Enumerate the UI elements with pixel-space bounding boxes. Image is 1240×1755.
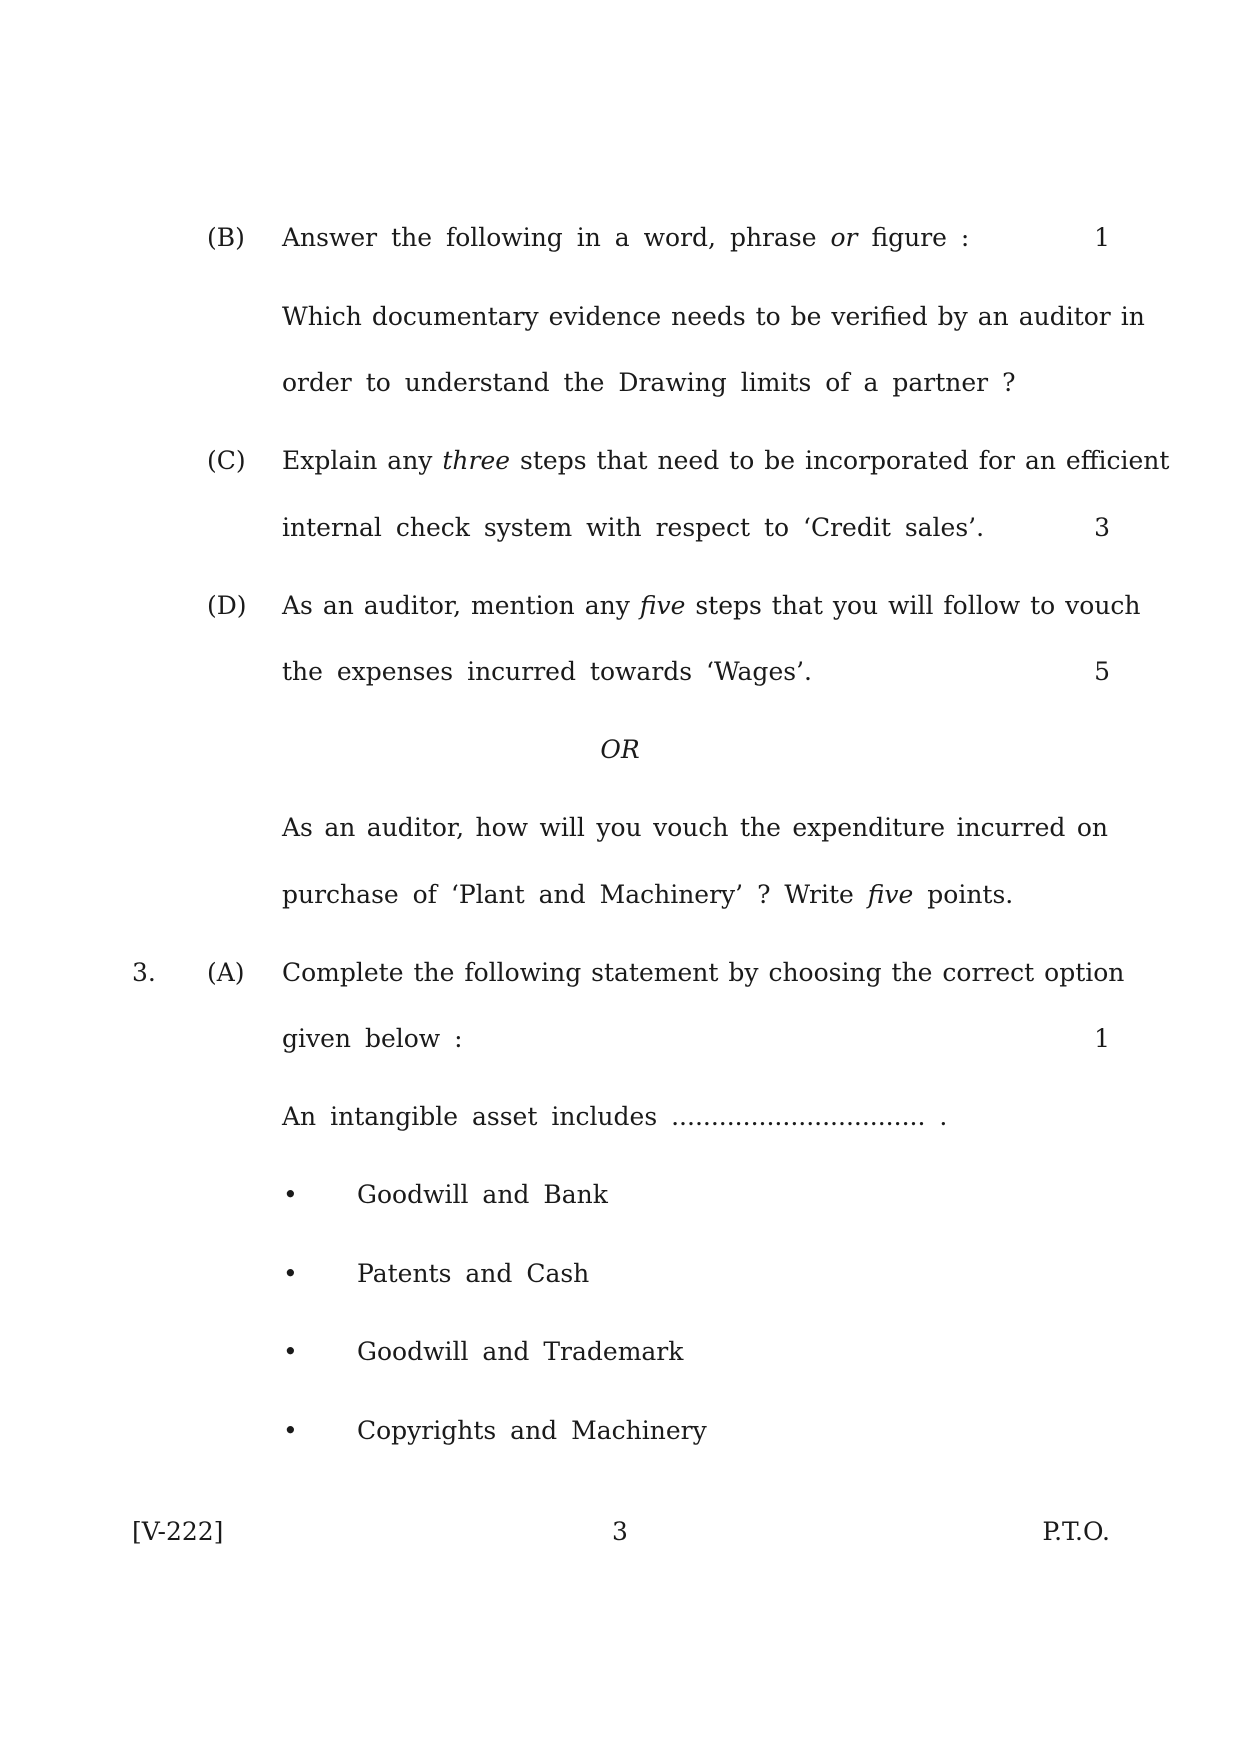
- q3-statement-row: [0, 1097, 1240, 1137]
- part-d-alt-question-line-1: As an auditor, how will you vouch the expenditure incurred on: [282, 813, 1108, 842]
- option-text: Goodwill and Trademark: [357, 1337, 684, 1366]
- q3-question-line-2: given below :: [282, 1024, 463, 1053]
- option-item: [0, 1175, 1240, 1215]
- or-divider: OR: [600, 735, 640, 764]
- part-d-label: (D): [207, 591, 247, 620]
- bullet-icon: •: [283, 1337, 298, 1366]
- option-item: [0, 1411, 1240, 1451]
- bullet-icon: •: [283, 1416, 298, 1445]
- option-item: [0, 1254, 1240, 1294]
- part-b-instruction: Answer the following in a word, phrase or figure :: [282, 223, 970, 252]
- bullet-icon: •: [283, 1259, 298, 1288]
- part-d-marks: 5: [1094, 657, 1110, 686]
- part-b-row-3: [0, 363, 1240, 403]
- part-b-label: (B): [207, 223, 245, 252]
- part-d-row-2: [0, 652, 1240, 692]
- part-c-row-2: [0, 508, 1240, 548]
- part-d-alt-row-2: [0, 875, 1240, 915]
- q3-marks: 1: [1094, 1024, 1110, 1053]
- q3-row-1: [0, 953, 1240, 993]
- page-number: 3: [612, 1517, 628, 1546]
- paper-code: [V-222]: [132, 1517, 224, 1546]
- part-c-row-1: [0, 441, 1240, 481]
- option-text: Patents and Cash: [357, 1259, 590, 1288]
- part-c-marks: 3: [1094, 513, 1110, 542]
- part-c-question-line-1: Explain any three steps that need to be incorporated for an efficient: [282, 446, 1170, 475]
- option-item: [0, 1332, 1240, 1372]
- pto-label: P.T.O.: [1042, 1517, 1110, 1546]
- part-d-question-line-2: the expenses incurred towards ‘Wages’.: [282, 657, 812, 686]
- option-text: Goodwill and Bank: [357, 1180, 608, 1209]
- part-b-row-2: [0, 297, 1240, 337]
- q3-number: 3.: [132, 958, 156, 987]
- page-footer: [0, 1512, 1240, 1552]
- part-d-question-line-1: As an auditor, mention any five steps that you will follow to vouch: [282, 591, 1141, 620]
- part-c-label: (C): [207, 446, 246, 475]
- q3-question-line-1: Complete the following statement by choosing the correct option: [282, 958, 1125, 987]
- part-b-question-line-2: order to understand the Drawing limits of a partner ?: [282, 368, 1016, 397]
- part-c-question-line-2: internal check system with respect to ‘Credit sales’.: [282, 513, 985, 542]
- or-divider-row: [0, 730, 1240, 770]
- part-d-alt-row-1: [0, 808, 1240, 848]
- q3-row-2: [0, 1019, 1240, 1059]
- option-text: Copyrights and Machinery: [357, 1416, 707, 1445]
- part-d-row-1: [0, 586, 1240, 626]
- q3-label: (A): [207, 958, 245, 987]
- bullet-icon: •: [283, 1180, 298, 1209]
- part-b-marks: 1: [1094, 223, 1110, 252]
- part-b-row-1: [0, 218, 1240, 258]
- q3-statement: An intangible asset includes ................................ .: [282, 1102, 948, 1131]
- part-b-question-line-1: Which documentary evidence needs to be verified by an auditor in: [282, 302, 1145, 331]
- part-d-alt-question-line-2: purchase of ‘Plant and Machinery’ ? Write five points.: [282, 880, 1014, 909]
